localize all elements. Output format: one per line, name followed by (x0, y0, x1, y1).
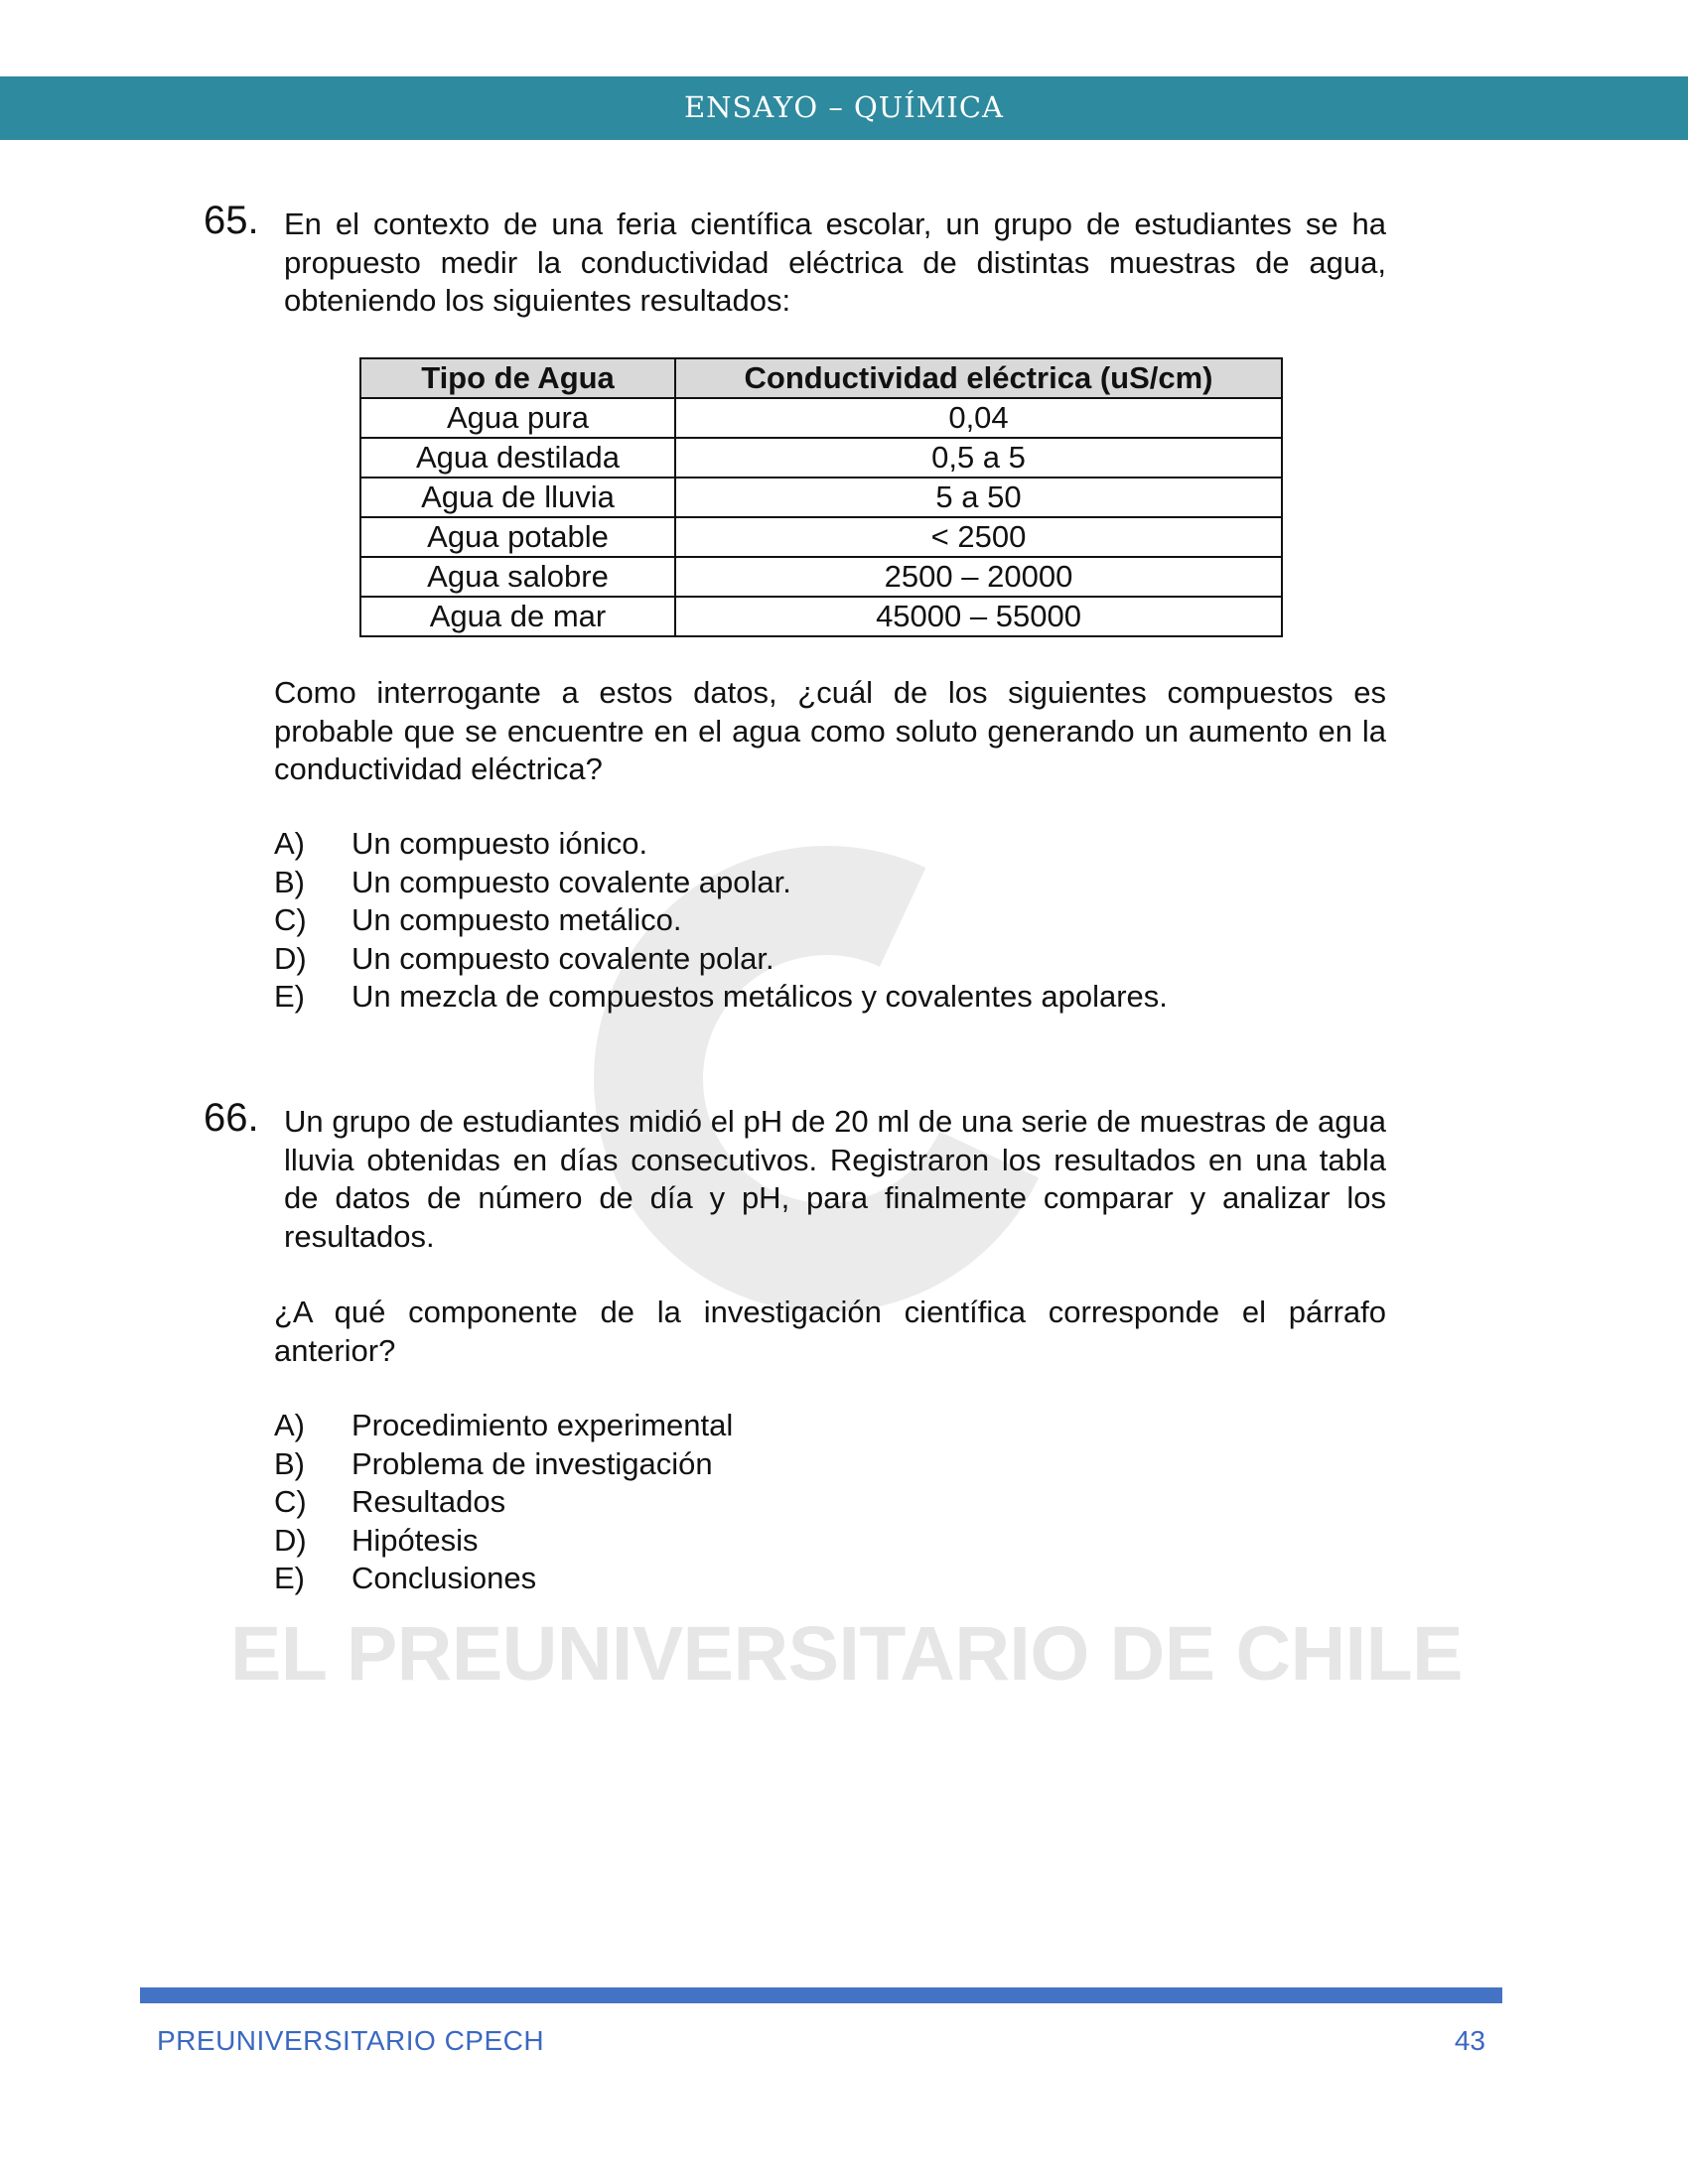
table-cell: 2500 – 20000 (675, 557, 1282, 597)
table-header-cell: Tipo de Agua (360, 358, 675, 398)
table-cell: Agua destilada (360, 438, 675, 478)
option-a[interactable] (274, 1407, 1386, 1445)
option-text: Resultados (352, 1484, 506, 1519)
option-text: Procedimiento experimental (352, 1408, 734, 1442)
table-cell: Agua pura (360, 398, 675, 438)
option-b[interactable] (274, 864, 1386, 902)
option-text: Un compuesto iónico. (352, 826, 648, 861)
option-letter: B) (274, 1445, 305, 1481)
table-cell: 0,5 a 5 (675, 438, 1282, 478)
table-row (360, 557, 1282, 597)
table-cell: < 2500 (675, 517, 1282, 557)
option-e[interactable] (274, 978, 1386, 1017)
option-letter: D) (274, 1522, 307, 1558)
option-c[interactable] (274, 901, 1386, 940)
question-65-options (274, 825, 1386, 1017)
option-b[interactable] (274, 1445, 1386, 1484)
table-row (360, 597, 1282, 636)
conductivity-table (359, 357, 1283, 637)
footer-divider (140, 1987, 1502, 2003)
question-66-number: 66. (204, 1096, 259, 1140)
table-cell: 0,04 (675, 398, 1282, 438)
table-row (360, 438, 1282, 478)
option-letter: C) (274, 1484, 307, 1519)
table-cell: Agua salobre (360, 557, 675, 597)
watermark-subtitle: EL PREUNIVERSITARIO DE CHILE (230, 1611, 1463, 1697)
option-letter: E) (274, 979, 305, 1014)
option-text: Un compuesto covalente polar. (352, 940, 774, 976)
table-header-row (360, 358, 1282, 398)
option-text: Hipótesis (352, 1522, 479, 1558)
question-65-prompt: Como interrogante a estos datos, ¿cuál de los siguientes compuestos es probable que se encuentre en el agua como soluto generando un aumento en la conductividad eléctrica? (274, 675, 1386, 786)
table-cell: 5 a 50 (675, 478, 1282, 517)
table-cell: Agua de mar (360, 597, 675, 636)
option-letter: E) (274, 1561, 305, 1595)
option-a[interactable] (274, 825, 1386, 864)
table-row (360, 398, 1282, 438)
page-number: 43 (1454, 2025, 1485, 2056)
option-text: Conclusiones (352, 1561, 537, 1595)
question-66-options (274, 1407, 1386, 1598)
table-cell: 45000 – 55000 (675, 597, 1282, 636)
table-cell: Agua potable (360, 517, 675, 557)
table-cell: Agua de lluvia (360, 478, 675, 517)
option-text: Un mezcla de compuestos metálicos y covalentes apolares. (352, 979, 1168, 1014)
option-text: Un compuesto covalente apolar. (352, 864, 791, 899)
question-65-number: 65. (204, 199, 259, 242)
option-letter: A) (274, 1408, 305, 1442)
table-row (360, 478, 1282, 517)
option-letter: A) (274, 826, 305, 861)
header-title: ENSAYO – QUÍMICA (684, 90, 1004, 124)
question-66-prompt: ¿A qué componente de la investigación científica corresponde el párrafo anterior? (274, 1295, 1386, 1368)
option-d[interactable] (274, 940, 1386, 979)
option-c[interactable] (274, 1483, 1386, 1522)
table-header-cell: Conductividad eléctrica (uS/cm) (675, 358, 1282, 398)
option-letter: B) (274, 864, 305, 899)
option-e[interactable] (274, 1560, 1386, 1598)
option-d[interactable] (274, 1522, 1386, 1561)
question-66-stem: Un grupo de estudiantes midió el pH de 20 ml de una serie de muestras de agua lluvia obtenidas en días consecutivos. Registraron los resultados en una tabla de datos de número de día y pH, para finalmente comparar y analizar los resultados. (284, 1104, 1386, 1254)
question-65-stem: En el contexto de una feria científica escolar, un grupo de estudiantes se ha propuesto medir la conductividad eléctrica de distintas muestras de agua, obteniendo los siguientes resultados: (284, 206, 1386, 318)
footer-publisher: PREUNIVERSITARIO CPECH (157, 2025, 545, 2056)
option-letter: C) (274, 902, 307, 937)
option-text: Un compuesto metálico. (352, 902, 682, 937)
option-letter: D) (274, 940, 307, 976)
option-text: Problema de investigación (352, 1445, 713, 1481)
table-row (360, 517, 1282, 557)
